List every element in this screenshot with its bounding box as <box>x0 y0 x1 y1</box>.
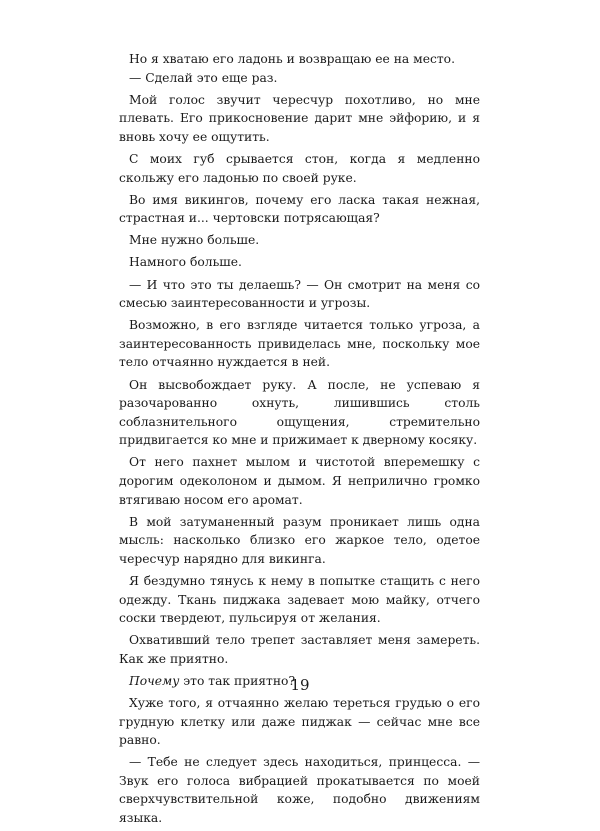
paragraph-8: — И что это ты делаешь? — Он смотрит на меня со смесью заинтересованности и угрозы. <box>119 277 480 311</box>
paragraph-16: Хуже того, я отчаянно желаю тереться грудью о его грудную клетку или даже пиджак — сейчас мне все равно. <box>119 696 480 748</box>
paragraph-15-rest: это так приятно? <box>179 673 296 688</box>
page-number: 19 <box>290 676 310 694</box>
paragraph-11: От него пахнет мылом и чистотой вперемешку с дорогим одеколоном и дымом. Я неприлично громко втягиваю носом его аромат. <box>119 455 480 507</box>
paragraph-9: Возможно, в его взгляде читается только угроза, а заинтересованность привиделась мне, поскольку мое тело отчаянно нуждается в ней. <box>119 318 480 370</box>
paragraph-3: Мой голос звучит чересчур похотливо, но мне плевать. Его прикосновение дарит мне эйфорию, и я вновь хочу ее ощутить. <box>119 92 480 144</box>
paragraph-14: Охвативший тело трепет заставляет меня замереть. Как же приятно. <box>119 633 480 666</box>
italic-word: Почему <box>129 673 180 688</box>
paragraph-2: — Сделай это еще раз. <box>129 70 278 85</box>
paragraph-7: Намного больше. <box>129 255 242 270</box>
paragraph-4: С моих губ срывается стон, когда я медленно скольжу его ладонью по своей руке. <box>119 151 480 185</box>
paragraph-10: Он высвобождает руку. А после, не успеваю я разочарованно охнуть, лишившись столь соблазнительного ощущения, стремительно придвигается ко мне и прижимает к дверному косяку. <box>119 377 480 448</box>
paragraph-6: Мне нужно больше. <box>129 233 260 248</box>
paragraph-17: — Тебе не следует здесь находиться, принцесса. — Звук его голоса вибрацией прокатывается по моей сверхчувствительной коже, подобно движениям языка. <box>119 755 480 826</box>
paragraph-12: В мой затуманенный разум проникает лишь одна мысль: насколько близко его жаркое тело, одетое чересчур нарядно для викинга. <box>119 514 480 566</box>
paragraph-13: Я бездумно тянусь к нему в попытке стащить с него одежду. Ткань пиджака задевает мою майку, отчего соски твердеют, пульсируя от желания. <box>119 573 480 626</box>
paragraph-1: Но я хватаю его ладонь и возвращаю ее на место. <box>129 52 455 66</box>
paragraph-5: Во имя викингов, почему его ласка такая нежная, страстная и... чертовски потрясающая? <box>119 192 480 226</box>
page-body <box>119 50 480 831</box>
